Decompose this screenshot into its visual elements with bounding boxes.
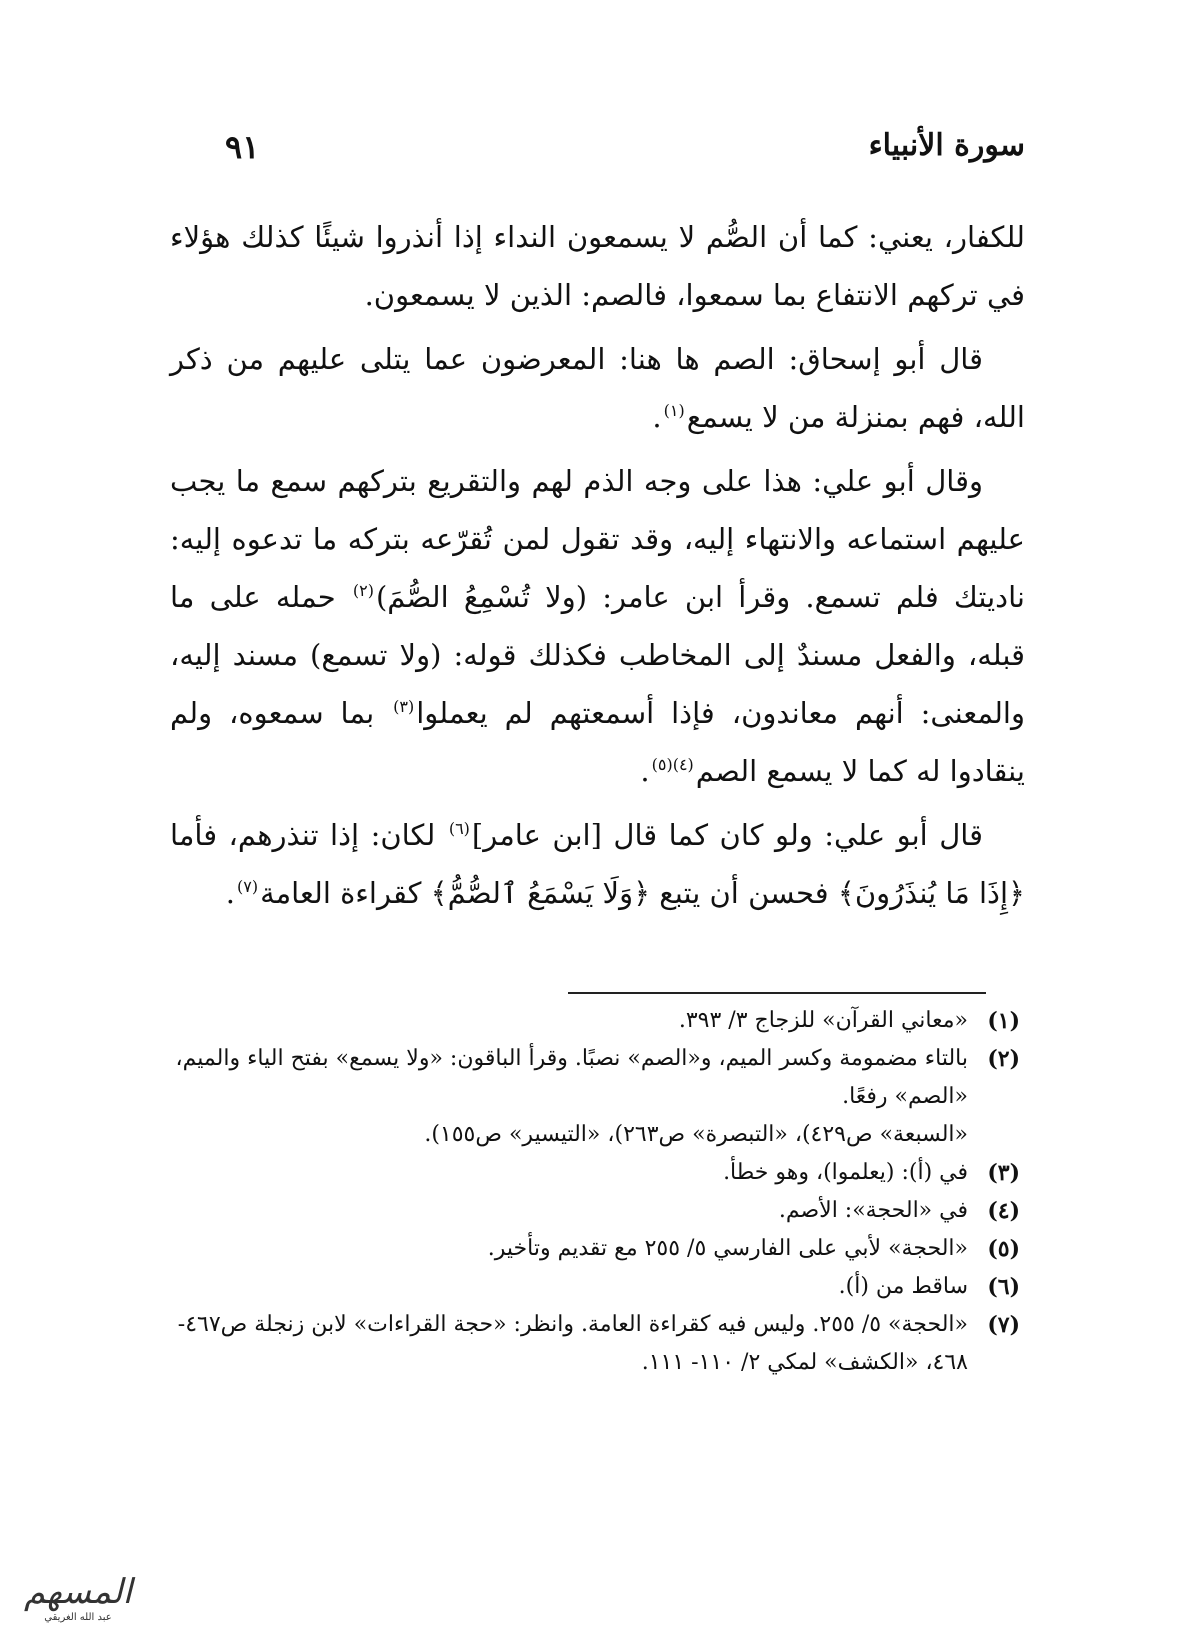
- paragraph-2-text: قال أبو إسحاق: الصم ها هنا: المعرضون عما يتلى عليهم من ذكر الله، فهم بمنزلة من لا يسمع: [170, 342, 1025, 434]
- footnote-item: [165, 1230, 1020, 1268]
- footnote-item: [165, 1002, 1020, 1040]
- paragraph-4: [170, 806, 1025, 922]
- footnote-ref-4-5[interactable]: (٤)(٥): [651, 755, 694, 775]
- footnote-subtext: «السبعة» ص٤٢٩)، «التبصرة» ص٢٦٣)، «التيسير» ص١٥٥).: [424, 1122, 968, 1147]
- footnote-ref-7[interactable]: (٧): [236, 877, 259, 897]
- paragraph-3-end: .: [640, 754, 650, 788]
- paragraph-4-text-a: قال أبو علي: ولو كان كما قال [ابن عامر]: [471, 818, 983, 852]
- footnote-text-group: [165, 1040, 968, 1154]
- footnote-number: (٥): [987, 1236, 1020, 1262]
- footnote-text: «الحجة» ٥/ ٢٥٥. وليس فيه كقراءة العامة. وانظر: «حجة القراءات» لابن زنجلة ص٤٦٧- ٤٦٨، «الكشف» لمكي ٢/ ١١٠- ١١١.: [177, 1312, 968, 1375]
- footnote-number: (٦): [987, 1274, 1020, 1300]
- footnotes: [165, 1002, 1020, 1382]
- paragraph-2-end: .: [652, 400, 662, 434]
- footnote-ref-1[interactable]: (١): [663, 401, 685, 421]
- footnote-item: [165, 1192, 1020, 1230]
- surah-title: سورة الأنبياء: [868, 128, 1025, 163]
- paragraph-3-text-b: حمله على ما قبله، والفعل مسندٌ إلى المخاطب فكذلك قوله: (ولا تسمع) مسند إليه، والمعنى: أنهم معاندون، فإذا أسمعتهم لم يعملوا: [170, 580, 1025, 730]
- paragraph-4-text-b: لكان: إذا تنذرهم، فأما ﴿إِذَا مَا يُنذَرُونَ﴾ فحسن أن يتبع ﴿وَلَا يَسْمَعُ ٱلصُّمُّ﴾ كقراءة العامة: [170, 818, 1025, 910]
- paragraph-2: [170, 330, 1025, 446]
- paragraph-3: [170, 452, 1025, 800]
- footnote-ref-6[interactable]: (٦): [448, 819, 470, 839]
- page-header: [225, 128, 1025, 178]
- footnote-ref-3[interactable]: (٣): [393, 697, 415, 717]
- logo-caption: عبد الله الغريقي: [44, 1612, 112, 1623]
- main-text: [170, 208, 1025, 928]
- logo-word: المسهم: [23, 1572, 133, 1612]
- paragraph-1-line-1: للكفار، يعني: كما أن الصُّم لا يسمعون النداء إذا أنذروا شيئًا كذلك هؤلاء: [170, 220, 1025, 254]
- footnote-text: ساقط من (أ).: [838, 1274, 968, 1299]
- page-number: ٩١: [225, 128, 260, 166]
- footnote-item: [165, 1306, 1020, 1382]
- footnote-item: [165, 1154, 1020, 1192]
- publisher-logo: [18, 1572, 138, 1634]
- paragraph-4-end: .: [225, 876, 235, 910]
- footnote-text: «معاني القرآن» للزجاج ٣/ ٣٩٣.: [678, 1008, 968, 1033]
- paragraph-3-text-c: بما سمعوه، ولم ينقادوا له كما لا يسمع الصم: [170, 696, 1025, 788]
- paragraph-3-text-a: وقال أبو علي: هذا على وجه الذم لهم والتقريع بتركهم سمع ما يجب عليهم استماعه والانتهاء إليه، وقد تقول لمن تُقرّعه بتركه ما تدعوه إليه: ناديتك فلم تسمع. وقرأ ابن عامر: (ولا تُسْمِعُ الصُّمَ): [170, 464, 1025, 614]
- footnote-number: (٤): [987, 1198, 1020, 1224]
- footnote-item: [165, 1040, 1020, 1154]
- footnote-ref-2[interactable]: (٢): [352, 581, 374, 601]
- footnote-number: (١): [987, 1008, 1020, 1034]
- footnote-number: (٣): [987, 1160, 1020, 1186]
- footnote-separator: [568, 992, 986, 994]
- footnote-text: في «الحجة»: الأصم.: [778, 1198, 968, 1223]
- footnote-number: (٧): [987, 1312, 1020, 1338]
- paragraph-1: [170, 208, 1025, 324]
- footnote-item: [165, 1268, 1020, 1306]
- footnote-text: «الحجة» لأبي على الفارسي ٥/ ٢٥٥ مع تقديم وتأخير.: [487, 1236, 968, 1261]
- footnote-text: في (أ): (يعلموا)، وهو خطأ.: [723, 1160, 968, 1185]
- footnote-number: (٢): [987, 1046, 1020, 1072]
- paragraph-1-line-2: في تركهم الانتفاع بما سمعوا، فالصم: الذين لا يسمعون.: [364, 278, 1025, 312]
- footnote-text: بالتاء مضمومة وكسر الميم، و«الصم» نصبًا. وقرأ الباقون: «ولا يسمع» بفتح الياء والميم، «الصم» رفعًا.: [175, 1046, 968, 1109]
